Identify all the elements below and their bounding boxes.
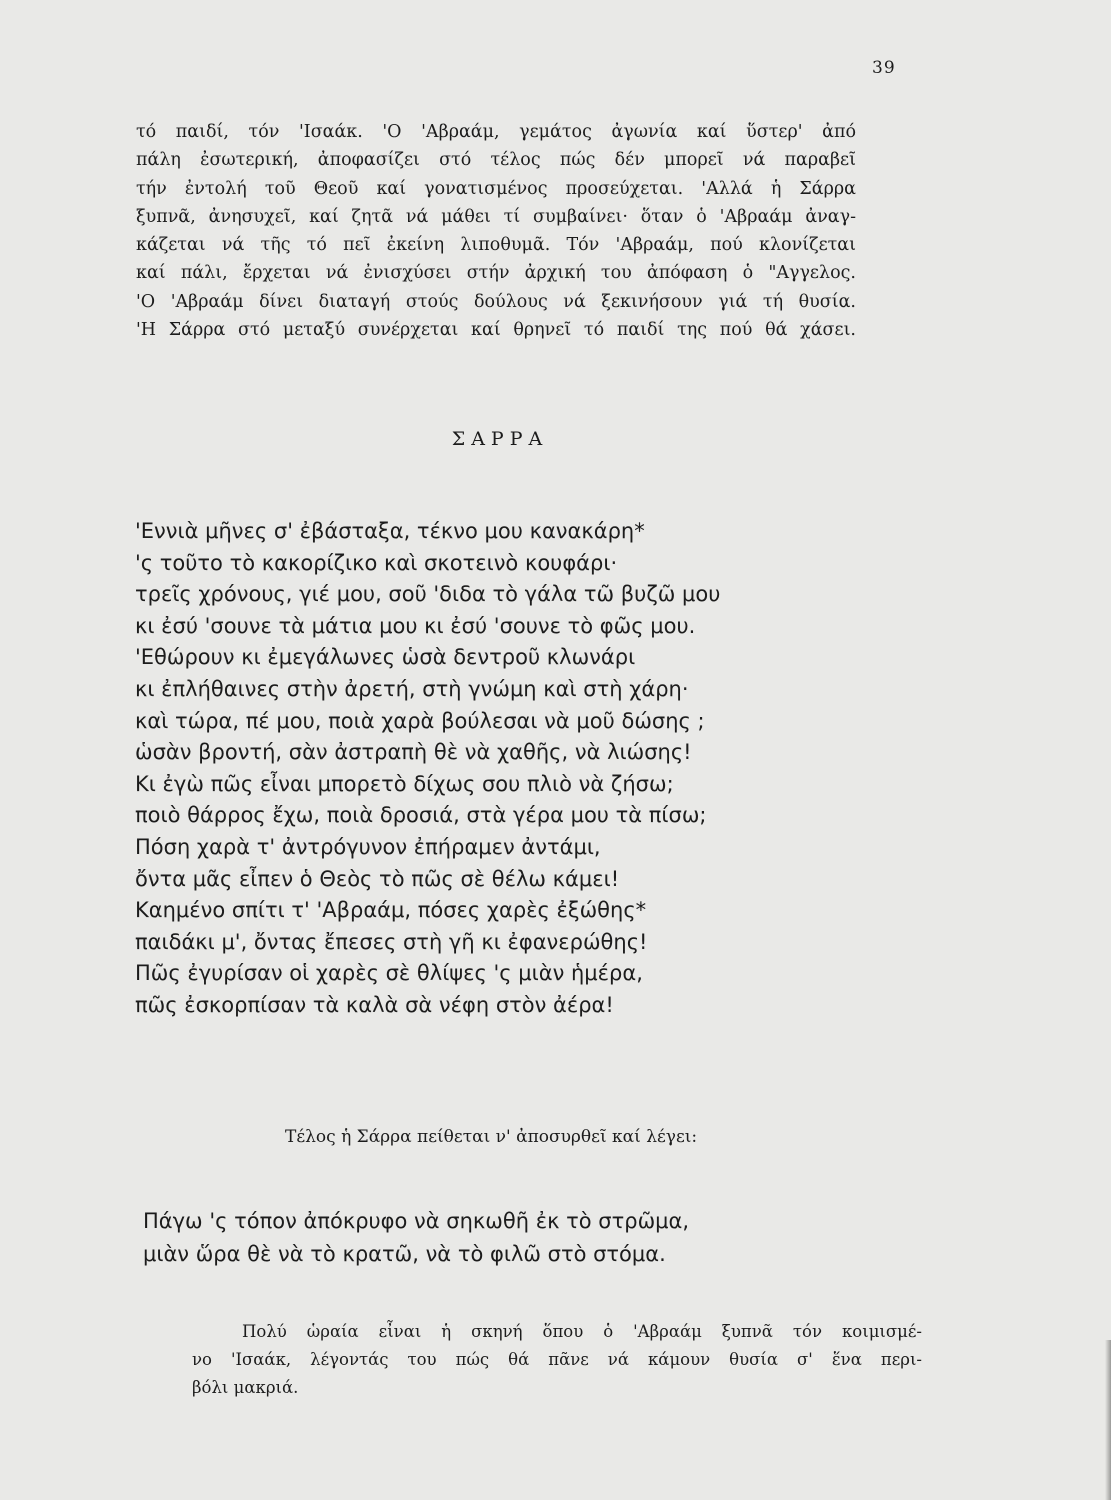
verse-line: κι ἐσύ 'σουνε τὰ μάτια μου κι ἐσύ 'σουνε τὸ φῶς μου. xyxy=(135,613,696,638)
intro-line: πάλη ἐσωτερική, ἀποφασίζει στό τέλος πώς δέν μπορεῖ νά παραβεῖ xyxy=(136,150,856,171)
verse-line: 'Εθώρουν κι ἐμεγάλωνες ὡσὰ δεντροῦ κλωνάρι xyxy=(135,645,636,670)
closing-verse-block xyxy=(143,1205,689,1271)
intro-line: τήν ἐντολή τοῦ Θεοῦ καί γονατισμένος προσεύχεται. 'Αλλά ἡ Σάρρα xyxy=(136,178,856,199)
verse-line: ὡσὰν βροντή, σὰν ἀστραπὴ θὲ νὰ χαθῆς, νὰ λιώσης! xyxy=(135,740,692,765)
verse-line: 'ς τοῦτο τὸ κακορίζικο καὶ σκοτεινὸ κουφάρι· xyxy=(135,550,618,575)
verse-line: τρεῖς χρόνους, γιέ μου, σοῦ 'διδα τὸ γάλα τῶ βυζῶ μου xyxy=(135,582,721,607)
verse-line: ποιὸ θάρρος ἔχω, ποιὰ δροσιά, στὰ γέρα μου τὰ πίσω; xyxy=(135,803,707,828)
commentary-line: νο 'Ισαάκ, λέγοντάς του πώς θά πᾶνε νά κάμουν θυσία σ' ἕνα περι- xyxy=(192,1350,922,1369)
verse-line: πῶς ἐσκορπίσαν τὰ καλὰ σὰ νέφη στὸν ἀέρα! xyxy=(135,992,614,1017)
verse-line: κι ἐπλήθαινες στὴν ἀρετή, στὴ γνώμη καὶ στὴ χάρη· xyxy=(135,676,689,701)
verse-line: μιὰν ὥρα θὲ νὰ τὸ κρατῶ, νὰ τὸ φιλῶ στὸ στόμα. xyxy=(143,1242,666,1266)
page-number: 39 xyxy=(872,58,896,78)
verse-line: Καημένο σπίτι τ' 'Αβραάμ, πόσες χαρὲς ἐξώθης* xyxy=(135,898,647,923)
intro-line: κάζεται νά τῆς τό πεῖ ἐκείνη λιποθυμᾶ. Τόν 'Αβραάμ, πού κλονίζεται xyxy=(136,235,856,256)
page-edge-shadow xyxy=(1105,1340,1111,1500)
verse-line: 'Εννιὰ μῆνες σ' ἐβάσταξα, τέκνο μου κανακάρη* xyxy=(135,519,645,543)
section-title: ΣΑΡΡΑ xyxy=(451,428,549,450)
verse-line: Πόση χαρὰ τ' ἀντρόγυνον ἐπήραμεν ἀντάμι, xyxy=(135,834,601,859)
commentary-paragraph xyxy=(192,1318,922,1402)
intro-line: τό παιδί, τόν 'Ισαάκ. 'Ο 'Αβραάμ, γεμάτος ἀγωνία καί ὕστερ' ἀπό xyxy=(136,122,856,142)
intro-line: 'Ο 'Αβραάμ δίνει διαταγή στούς δούλους νά ξεκινήσουν γιά τή θυσία. xyxy=(136,291,856,312)
intro-line: 'Η Σάρρα στό μεταξύ συνέρχεται καί θρηνεῖ τό παιδί της πού θά χάσει. xyxy=(136,320,856,341)
stage-direction: Τέλος ἡ Σάρρα πείθεται ν' ἀποσυρθεῖ καί λέγει: xyxy=(285,1127,698,1147)
intro-paragraph xyxy=(136,118,856,344)
commentary-line: βόλι μακριά. xyxy=(192,1378,299,1397)
intro-line: καί πάλι, ἔρχεται νά ἐνισχύσει στήν ἀρχική του ἀπόφαση ὁ "Αγγελος. xyxy=(136,263,856,284)
verse-line: Κι ἐγὼ πῶς εἶναι μπορετὸ δίχως σου πλιὸ νὰ ζήσω; xyxy=(135,771,674,796)
intro-line: ξυπνᾶ, ἀνησυχεῖ, καί ζητᾶ νά μάθει τί συμβαίνει· ὅταν ὁ 'Αβραάμ ἀναγ- xyxy=(136,206,856,227)
verse-line: ὄντα μᾶς εἶπεν ὁ Θεὸς τὸ πῶς σὲ θέλω κάμει! xyxy=(135,866,620,891)
verse-block xyxy=(135,516,720,1022)
commentary-line: Πολύ ὡραία εἶναι ἡ σκηνή ὅπου ὁ 'Αβραάμ ξυπνᾶ τόν κοιμισμέ- xyxy=(242,1322,922,1341)
verse-line: Πάγω 'ς τόπον ἀπόκρυφο νὰ σηκωθῆ ἐκ τὸ στρῶμα, xyxy=(143,1209,690,1233)
verse-line: παιδάκι μ', ὄντας ἔπεσες στὴ γῆ κι ἐφανερώθης! xyxy=(135,929,648,954)
verse-line: Πῶς ἐγυρίσαν οἱ χαρὲς σὲ θλίψες 'ς μιὰν ἡμέρα, xyxy=(135,961,643,986)
verse-line: καὶ τώρα, πέ μου, ποιὰ χαρὰ βούλεσαι νὰ μοῦ δώσης ; xyxy=(135,708,705,733)
